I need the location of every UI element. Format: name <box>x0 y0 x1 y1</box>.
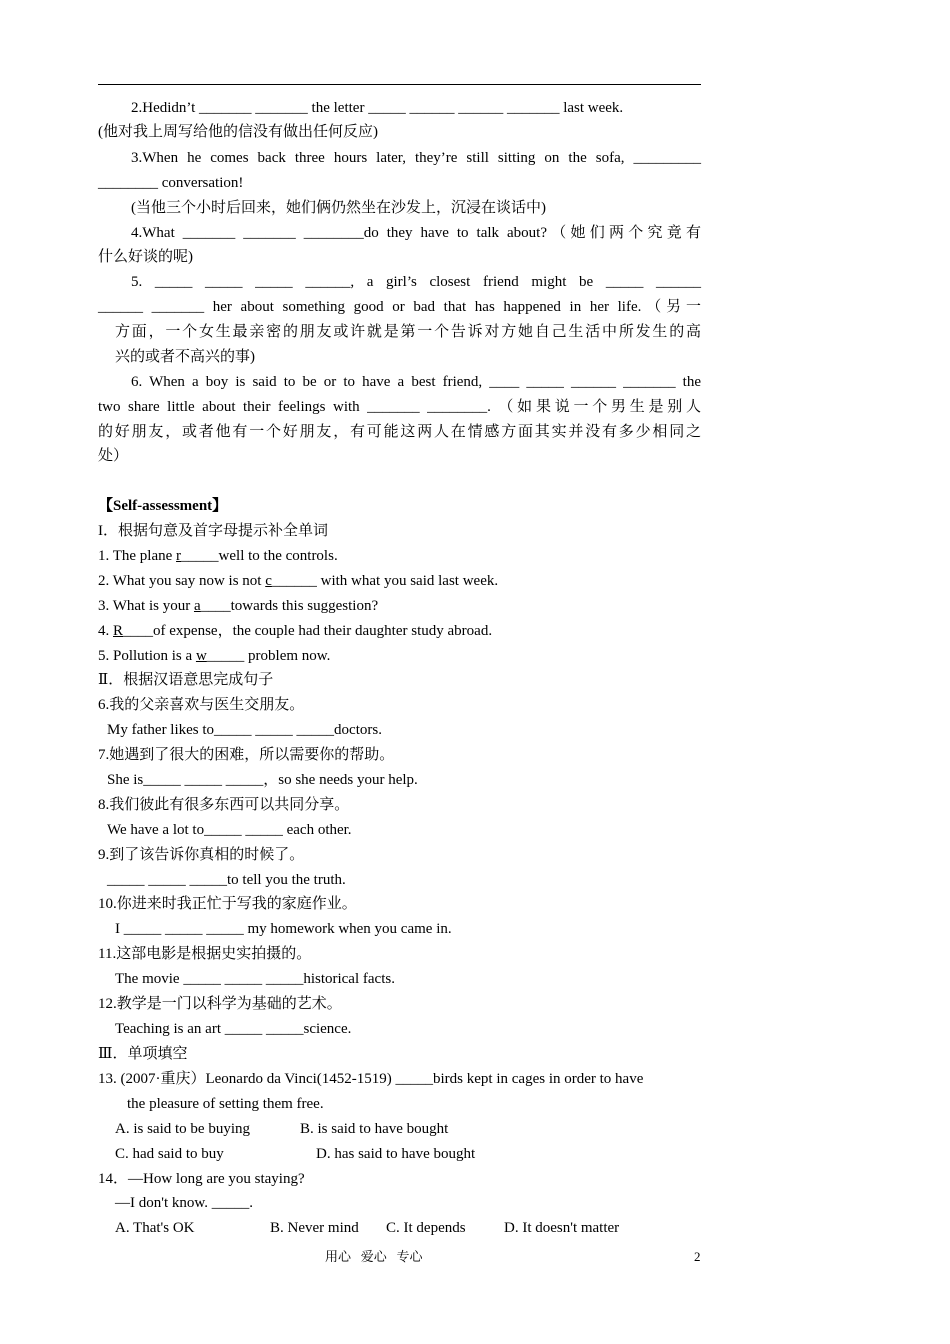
q14-option-b: B. Never mind <box>270 1220 359 1236</box>
section3-title: Ⅲ．单项填空 <box>98 1046 188 1062</box>
q13-option-c: C. had said to buy <box>115 1146 224 1162</box>
q6-line4: 处） <box>98 448 129 464</box>
page-number: 2 <box>694 1249 701 1264</box>
word-item <box>98 569 701 594</box>
q7-chinese: 7.她遇到了很大的困难，所以需要你的帮助。 <box>98 747 395 763</box>
self-assessment-heading: 【Self-assessment】 <box>98 498 228 514</box>
q10-chinese: 10.你进来时我正忙于写我的家庭作业。 <box>98 896 357 912</box>
item-suffix: _____ problem now. <box>206 648 331 664</box>
q6-line3: 的好朋友，或者他有一个好朋友，有可能这两人在情感方面其实并没有多少相同之 <box>98 424 701 440</box>
item-suffix: ______ with what you said last week. <box>271 573 499 589</box>
q14-option-a: A. That's OK <box>115 1220 195 1236</box>
q5-line4: 兴的或者不高兴的事) <box>115 349 255 365</box>
q7-english: She is_____ _____ _____，so she needs your help. <box>107 772 418 788</box>
q9-english: _____ _____ _____to tell you the truth. <box>107 872 346 888</box>
q6-chinese: 6.我的父亲喜欢与医生交朋友。 <box>98 697 305 713</box>
q13-line2: the pleasure of setting them free. <box>127 1096 324 1112</box>
q4-line2: 什么好谈的呢) <box>98 249 193 265</box>
q9-chinese: 9.到了该告诉你真相的时候了。 <box>98 847 305 863</box>
word-item <box>98 644 701 669</box>
header-rule <box>98 84 701 85</box>
q14-option-c: C. It depends <box>386 1220 466 1236</box>
item-prefix: 5. Pollution is a <box>98 648 196 664</box>
q13-line1: 13. (2007·重庆）Leonardo da Vinci(1452-1519) _____birds kept in cages in order to have <box>98 1071 644 1087</box>
item-suffix: ____towards this suggestion? <box>200 598 379 614</box>
q3-chinese: (当他三个小时后回来，她们俩仍然坐在沙发上，沉浸在谈话中) <box>131 200 546 216</box>
word-item <box>98 619 701 644</box>
q11-english: The movie _____ _____ _____historical facts. <box>115 971 395 987</box>
initial-letter: a <box>193 598 201 614</box>
q12-english: Teaching is an art _____ _____science. <box>115 1021 352 1037</box>
section2-title: Ⅱ．根据汉语意思完成句子 <box>98 672 274 688</box>
item-prefix: 4. <box>98 623 113 639</box>
q14-option-d: D. It doesn't matter <box>504 1220 620 1236</box>
q2-english: 2.Hedidn’t _______ _______ the letter _____ ______ ______ _______ last week. <box>131 100 624 116</box>
q13-option-b: B. is said to have bought <box>300 1121 449 1137</box>
q6-line2: two share little about their feelings with _______ ________. （如果说一个男生是别人 <box>98 399 701 415</box>
initial-letter: c <box>265 573 272 589</box>
q12-chinese: 12.教学是一门以科学为基础的艺术。 <box>98 996 342 1012</box>
word-item <box>98 594 701 619</box>
initial-letter: w <box>195 648 207 664</box>
section1-title: I．根据句意及首字母提示补全单词 <box>98 523 328 539</box>
footer-motto: 用心 爱心 专心 <box>325 1249 423 1264</box>
q2-chinese: (他对我上周写给他的信没有做出任何反应) <box>98 124 378 140</box>
q14-line1: 14．—How long are you staying? <box>98 1171 305 1187</box>
initial-letter: r <box>176 548 182 564</box>
q11-chinese: 11.这部电影是根据史实拍摄的。 <box>98 946 312 962</box>
q8-english: We have a lot to_____ _____ each other. <box>107 822 352 838</box>
item-prefix: 1. The plane <box>98 548 177 564</box>
q8-chinese: 8.我们彼此有很多东西可以共同分享。 <box>98 797 350 813</box>
q3-english-line2: ________ conversation! <box>98 175 244 191</box>
q6-english: My father likes to_____ _____ _____doctors. <box>107 722 382 738</box>
q3-english-line1: 3.When he comes back three hours later, they’re still sitting on the sofa, _________ <box>131 150 701 166</box>
q5-line1: 5. _____ _____ _____ ______, a girl’s closest friend might be _____ ______ <box>131 274 701 290</box>
item-suffix: ____of expense，the couple had their daughter study abroad. <box>123 623 493 639</box>
q13-option-d: D. has said to have bought <box>316 1146 476 1162</box>
q5-line2: ______ _______ her about something good or bad that has happened in her life.（另一 <box>98 299 701 315</box>
q13-option-a: A. is said to be buying <box>115 1121 250 1137</box>
initial-letter: R <box>113 623 124 639</box>
word-item <box>98 544 701 569</box>
q10-english: I _____ _____ _____ my homework when you came in. <box>115 921 452 937</box>
q14-line2: —I don't know. _____. <box>115 1195 253 1211</box>
q5-line3: 方面，一个女生最亲密的朋友或许就是第一个告诉对方她自己生活中所发生的高 <box>115 324 701 340</box>
item-suffix: _____well to the controls. <box>181 548 338 564</box>
item-prefix: 3. What is your <box>98 598 194 614</box>
q6-line1: 6. When a boy is said to be or to have a best friend, ____ _____ ______ _______ the <box>131 374 701 390</box>
q4-line1: 4.What _______ _______ ________do they have to talk about?（她们两个究竟有 <box>131 225 701 241</box>
item-prefix: 2. What you say now is not <box>98 573 266 589</box>
